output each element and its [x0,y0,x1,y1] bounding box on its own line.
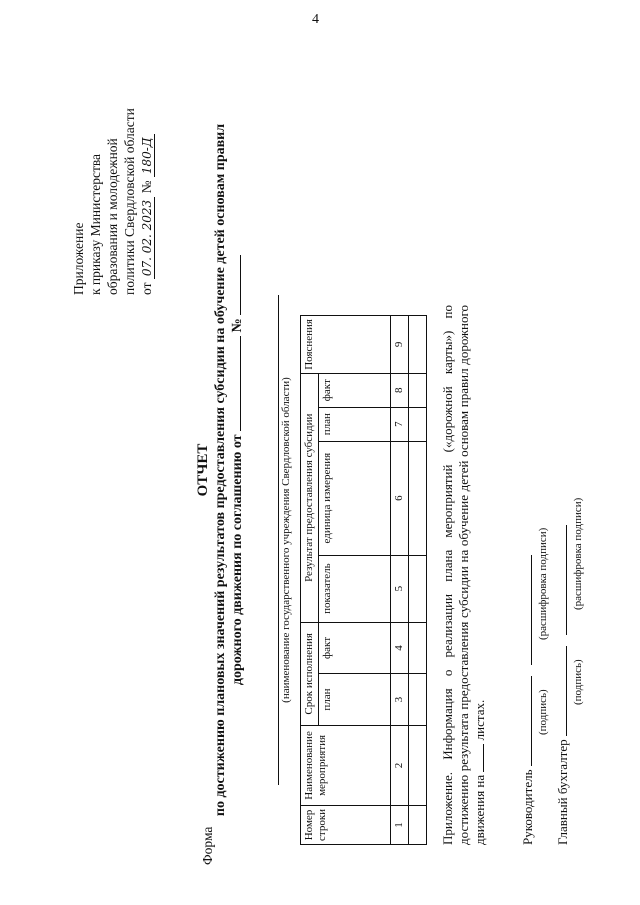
appendix-block [70,85,156,295]
table-row-column-numbers [391,316,409,845]
handwritten-number: 180-Д [140,134,155,177]
handwritten-date: 07. 02. 2023 [140,197,155,279]
col-header-result-plan: план [319,407,391,441]
head-decode-caption: (расшифровка подписи) [537,527,549,640]
report-title [195,110,246,830]
agreement-number-blank [240,255,241,315]
note-text: Приложение. Информация о реализации плана мероприятий («дорожной карты») по достижению результата предоставления субсидии на обучение детей основам правил дорожного движения на [440,305,487,845]
head-label: Руководитель [520,769,535,845]
appendix-line-3: образования и молодежной [105,138,120,295]
organization-name-line [278,295,279,785]
number-prefix: № [139,180,154,194]
col-header-notes: Пояснения [301,316,391,374]
title-line-1: ОТЧЕТ [195,443,211,497]
title-line-3-text: дорожного движения по соглашению от [230,434,245,686]
note-suffix: листах. [472,699,487,741]
appendix-note [440,305,488,845]
accountant-sign-blank [555,646,567,736]
col-number-2: 2 [391,725,409,805]
col-header-result-fact: факт [319,373,391,407]
head-sign-caption: (подпись) [537,689,549,735]
empty-cell [409,441,427,555]
head-sign-blank [520,676,532,766]
appendix-line-4: политики Свердловской области [122,108,137,295]
report-table [300,315,427,845]
form-label: Форма [200,826,215,865]
appendix-line-1: Приложение [71,222,86,295]
empty-cell [409,622,427,674]
sheets-count-blank [483,744,484,772]
empty-cell [409,555,427,622]
accountant-label: Главный бухгалтер [555,739,570,845]
empty-cell [409,805,427,844]
head-signature-line [520,555,536,845]
col-number-5: 5 [391,555,409,622]
appendix-date-line [138,85,156,295]
col-header-term-fact: факт [319,622,391,674]
col-header-term: Срок исполнения [301,622,319,725]
empty-cell [409,316,427,374]
title-number-sign: № [230,318,245,333]
col-number-6: 6 [391,441,409,555]
date-prefix: от [139,282,154,295]
table-row-empty [409,316,427,845]
col-number-9: 9 [391,316,409,374]
accountant-sign-caption: (подпись) [572,659,584,705]
accountant-decode-caption: (расшифровка подписи) [572,497,584,610]
empty-cell [409,725,427,805]
appendix-line-2: к приказу Министерства [88,153,103,295]
title-line-3 [229,110,246,830]
col-number-8: 8 [391,373,409,407]
col-header-row-number: Номер строки [301,805,391,844]
col-header-unit: единица измерения [319,441,391,555]
col-number-3: 3 [391,674,409,726]
head-decode-blank [520,555,532,665]
col-header-indicator: показатель [319,555,391,622]
organization-caption: (наименование государственного учреждения Свердловской области) [280,377,292,703]
empty-cell [409,674,427,726]
col-number-7: 7 [391,407,409,441]
rotated-landscape-content [60,75,640,865]
agreement-date-blank [240,336,241,431]
col-number-4: 4 [391,622,409,674]
col-number-1: 1 [391,805,409,844]
title-line-2: по достижению плановых значений результатов предоставления субсидии на обучение детей основам правил [213,123,228,817]
col-header-event-name: Наименование мероприятия [301,725,391,805]
empty-cell [409,407,427,441]
empty-cell [409,373,427,407]
accountant-decode-blank [555,525,567,635]
col-header-result: Результат предоставления субсидии [301,373,319,622]
page-number: 4 [312,12,319,27]
accountant-signature-line [555,525,571,845]
col-header-term-plan: план [319,674,391,726]
